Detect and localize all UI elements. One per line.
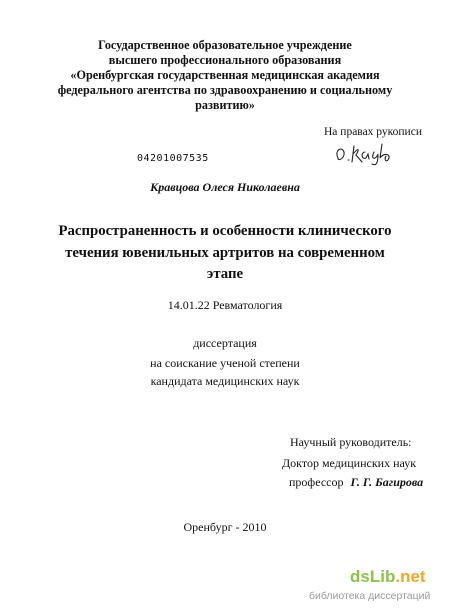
institution-line-1: Государственное образовательное учреждение: [98, 38, 352, 52]
title-line-1: Распространенность и особенности клинического: [58, 223, 392, 239]
supervisor-title-name: [289, 472, 423, 492]
rights-note: На правах рукописи: [324, 126, 422, 138]
institution-line-5: развитию»: [195, 98, 255, 112]
degree-line-2: на соискание ученой степени: [150, 356, 300, 370]
institution-line-2: высшего профессионального образования: [108, 53, 342, 67]
handwritten-signature: [332, 138, 407, 170]
watermark-brand-main: dsLib: [350, 567, 396, 586]
title-line-3: этапе: [206, 266, 244, 282]
institution-line-3: «Оренбургская государственная медицинская академия: [70, 68, 380, 82]
institution-line-4: федерального агентства по здравоохранению и социальному: [57, 83, 393, 97]
supervisor-label: Научный руководитель:: [290, 435, 412, 449]
supervisor-title: профессор: [289, 475, 344, 489]
registration-number: 04201007535: [137, 153, 209, 164]
author-name: Кравцова Олеся Николаевна: [150, 180, 300, 194]
supervisor-degree: Доктор медицинских наук: [282, 456, 417, 470]
degree-line-3: кандидата медицинских наук: [150, 374, 300, 388]
watermark-subtitle: библиотека диссертаций: [309, 590, 431, 602]
supervisor-name: Г. Г. Багирова: [350, 475, 424, 489]
city-year: Оренбург - 2010: [183, 520, 267, 534]
watermark-brand-tld: .net: [395, 567, 426, 586]
watermark-logo: [350, 567, 426, 587]
title-line-2: течения ювенильных артритов на современном: [65, 245, 385, 261]
specialty: 14.01.22 Ревматология: [167, 298, 283, 312]
degree-line-1: диссертация: [193, 336, 257, 350]
